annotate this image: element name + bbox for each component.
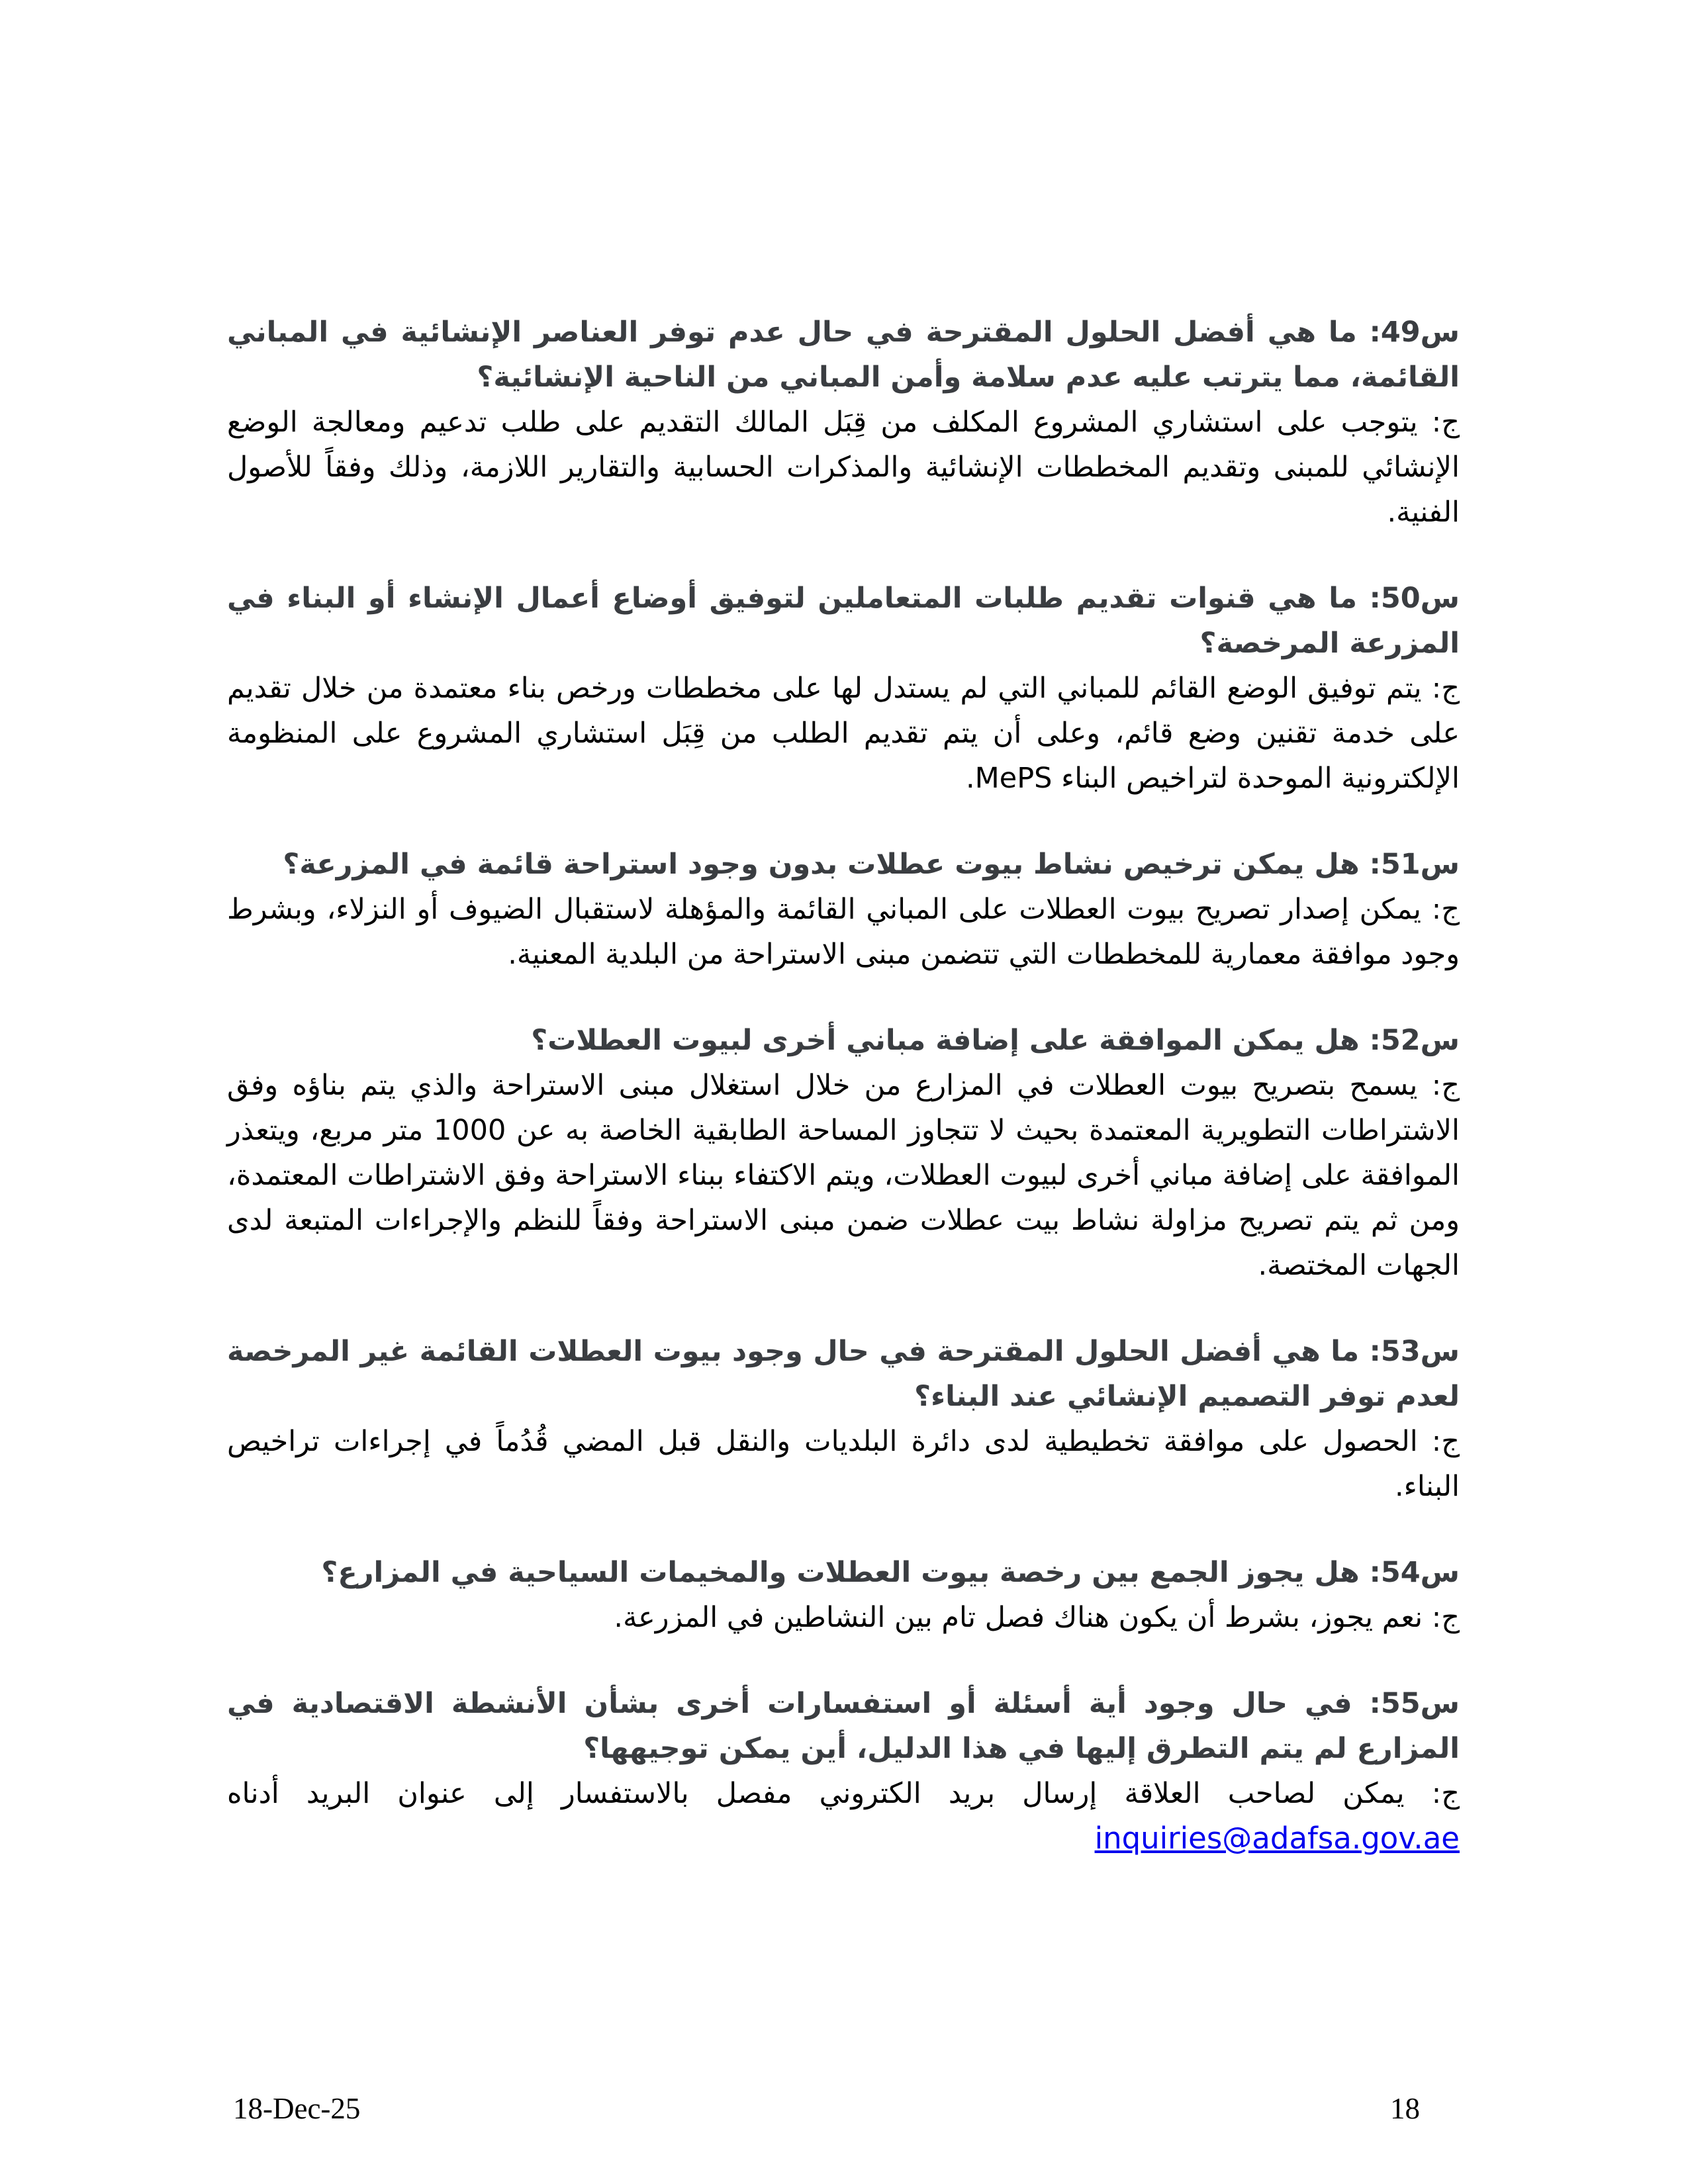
email-line xyxy=(227,1816,1460,1862)
faq-item-q53 xyxy=(227,1329,1460,1509)
faq-answer: ج: يتوجب على استشاري المشروع المكلف من قِبَل المالك التقديم على طلب تدعيم ومعالجة الوضع الإنشائي للمبنى وتقديم المخططات الإنشائية والمذكرات الحسابية والتقارير اللازمة، وذلك وفقاً للأصول الفنية. xyxy=(227,406,1460,529)
faq-question: س54: هل يجوز الجمع بين رخصة بيوت العطلات والمخيمات السياحية في المزارع؟ xyxy=(321,1556,1460,1589)
faq-question: س53: ما هي أفضل الحلول المقترحة في حال وجود بيوت العطلات القائمة غير المرخصة لعدم توفر التصميم الإنشائي عند البناء؟ xyxy=(227,1335,1460,1413)
faq-answer: ج: يتم توفيق الوضع القائم للمباني التي لم يستدل لها على مخططات ورخص بناء معتمدة من خلال تقديم على خدمة تقنين وضع قائم، وعلى أن يتم تقديم الطلب من قِبَل استشاري المشروع على المنظومة الإلكترونية الموحدة لتراخيص البناء MePS. xyxy=(227,672,1460,795)
footer-date: 18-Dec-25 xyxy=(233,2092,361,2125)
faq-question: س55: في حال وجود أية أسئلة أو استفسارات أخرى بشأن الأنشطة الاقتصادية في المزارع لم يتم التطرق إليها في هذا الدليل، أين يمكن توجيهها؟ xyxy=(227,1687,1460,1765)
faq-answer: ج: نعم يجوز، بشرط أن يكون هناك فصل تام بين النشاطين في المزرعة. xyxy=(614,1601,1460,1634)
faq-item-q52 xyxy=(227,1018,1460,1288)
footer-page-number: 18 xyxy=(1390,2092,1420,2125)
faq-question: س51: هل يمكن ترخيص نشاط بيوت عطلات بدون وجود استراحة قائمة في المزرعة؟ xyxy=(283,848,1460,881)
faq-item-q55 xyxy=(227,1681,1460,1862)
inquiry-email-link[interactable]: inquiries@adafsa.gov.ae xyxy=(1094,1821,1460,1856)
faq-content xyxy=(227,310,1460,1903)
page-footer xyxy=(233,2091,1420,2126)
faq-answer: ج: يسمح بتصريح بيوت العطلات في المزارع من خلال استغلال مبنى الاستراحة والذي يتم بناؤه وفق الاشتراطات التطويرية المعتمدة بحيث لا تتجاوز المساحة الطابقية الخاصة به عن 1000 متر مربع، ويتعذر الموافقة على إضافة مباني أخرى لبيوت العطلات، ويتم الاكتفاء ببناء الاستراحة وفق الاشتراطات المعتمدة، ومن ثم يتم تصريح مزاولة نشاط بيت عطلات ضمن مبنى الاستراحة وفقاً للنظم والإجراءات المتبعة لدى الجهات المختصة. xyxy=(227,1069,1460,1282)
faq-question: س50: ما هي قنوات تقديم طلبات المتعاملين لتوفيق أوضاع أعمال الإنشاء أو البناء في المزرعة المرخصة؟ xyxy=(227,582,1460,660)
faq-answer: ج: يمكن إصدار تصريح بيوت العطلات على المباني القائمة والمؤهلة لاستقبال الضيوف أو النزلاء، وبشرط وجود موافقة معمارية للمخططات التي تتضمن مبنى الاستراحة من البلدية المعنية. xyxy=(227,893,1460,971)
faq-question: س52: هل يمكن الموافقة على إضافة مباني أخرى لبيوت العطلات؟ xyxy=(531,1024,1460,1057)
faq-answer: ج: يمكن لصاحب العلاقة إرسال بريد الكتروني مفصل بالاستفسار إلى عنوان البريد أدناه xyxy=(227,1777,1460,1810)
faq-question: س49: ما هي أفضل الحلول المقترحة في حال عدم توفر العناصر الإنشائية في المباني القائمة، مما يترتب عليه عدم سلامة وأمن المباني من الناحية الإنشائية؟ xyxy=(227,316,1460,394)
faq-item-q49 xyxy=(227,310,1460,535)
faq-answer: ج: الحصول على موافقة تخطيطية لدى دائرة البلديات والنقل قبل المضي قُدُماً في إجراءات تراخيص البناء. xyxy=(227,1425,1460,1503)
faq-item-q54 xyxy=(227,1550,1460,1640)
faq-item-q51 xyxy=(227,842,1460,977)
faq-item-q50 xyxy=(227,576,1460,801)
